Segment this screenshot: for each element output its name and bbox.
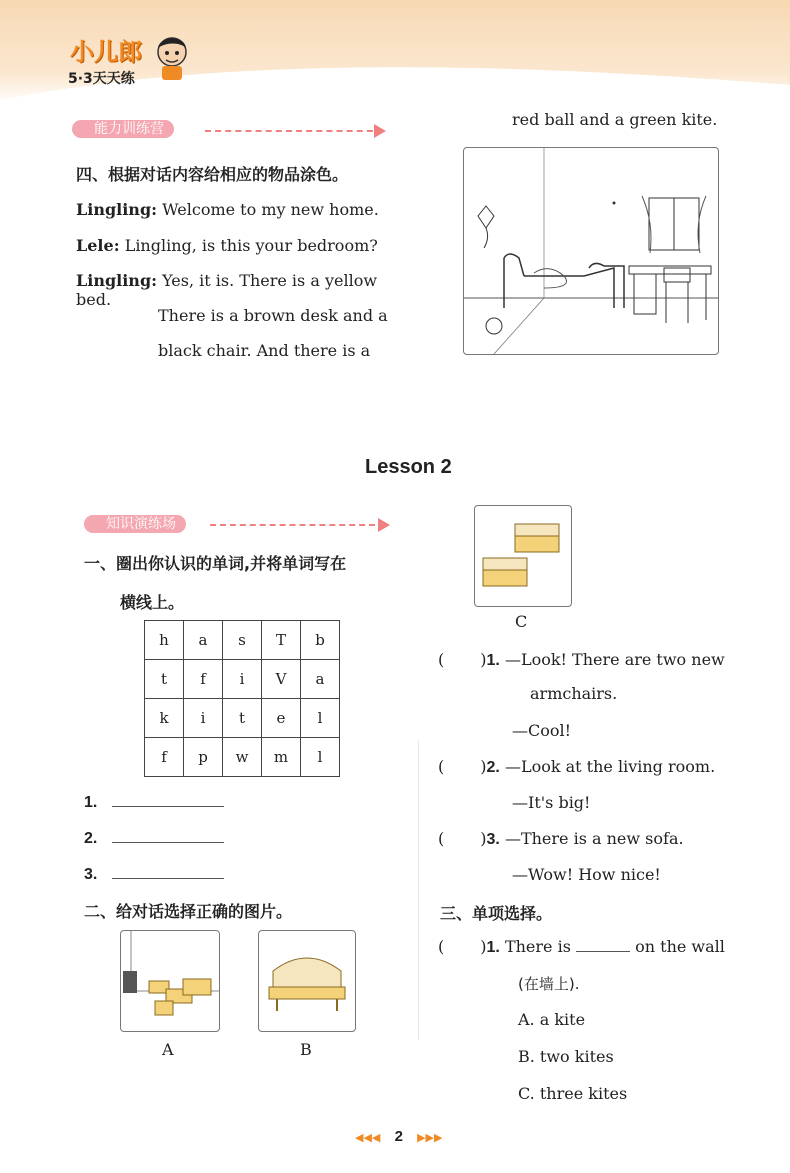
grid-cell[interactable]: w: [223, 738, 262, 777]
brand-subtitle: 5·3天天练: [68, 71, 135, 87]
picture-b: [258, 930, 356, 1032]
grid-cell[interactable]: a: [301, 660, 340, 699]
q3-item-1: [438, 937, 725, 957]
dialog-text: —Look! There are two new: [504, 650, 725, 669]
answer-paren-close: ): [480, 937, 487, 956]
bed-icon: [504, 254, 624, 308]
q1-heading-cont: 横线上。: [120, 593, 185, 612]
item-number: 1.: [486, 652, 500, 669]
grid-cell[interactable]: m: [262, 738, 301, 777]
answer-paren-open[interactable]: (: [438, 757, 445, 776]
word-grid: [144, 620, 340, 777]
answer-blank-row: [84, 828, 224, 848]
answer-blank[interactable]: [112, 878, 224, 879]
picture-label: B: [300, 1040, 312, 1059]
question-stem: There is: [504, 937, 571, 956]
column-divider: [418, 740, 419, 1040]
dialog-text: —Wow! How nice!: [512, 865, 661, 884]
answer-paren-open[interactable]: (: [438, 650, 445, 669]
armchair-icon: [515, 524, 559, 552]
dialog-text: —There is a new sofa.: [504, 829, 684, 848]
q3-heading: 三、单项选择。: [440, 904, 553, 923]
option-a[interactable]: A. a kite: [518, 1010, 586, 1029]
q2-item-3: [438, 829, 684, 849]
picture-label: A: [162, 1040, 174, 1059]
item-number: 2.: [486, 759, 500, 776]
dialog-text: Lingling, is this your bedroom?: [124, 236, 378, 255]
section-tag-label: 知识演练场: [84, 515, 186, 533]
grid-cell[interactable]: k: [145, 699, 184, 738]
answer-paren-open[interactable]: (: [438, 937, 445, 956]
speaker-name: Lingling:: [76, 200, 158, 219]
option-c[interactable]: C. three kites: [518, 1084, 628, 1103]
window-icon: [642, 196, 706, 253]
grid-cell[interactable]: a: [184, 621, 223, 660]
bedroom-picture: [463, 147, 719, 355]
page-footer: [355, 1128, 442, 1145]
q1-heading: 一、圈出你认识的单词,并将单词写在: [84, 554, 347, 573]
ball-icon: [486, 318, 502, 334]
section-tag-label: 能力训练营: [72, 120, 174, 138]
q2-heading: 二、给对话选择正确的图片。: [84, 902, 293, 921]
dialog-text: —Look at the living room.: [504, 757, 716, 776]
question-stem: on the wall: [635, 937, 725, 956]
grid-cell[interactable]: l: [301, 699, 340, 738]
arrow-right-icon: [378, 518, 390, 532]
answer-blank[interactable]: [112, 806, 224, 807]
grid-cell[interactable]: t: [223, 699, 262, 738]
grid-cell[interactable]: i: [223, 660, 262, 699]
dialog-text: armchairs.: [530, 684, 618, 703]
dialog-continuation: There is a brown desk and a: [158, 306, 388, 325]
dialog-text: —Cool!: [512, 721, 572, 740]
dialog-text: Welcome to my new home.: [162, 200, 379, 219]
arrow-right-icon: [374, 124, 386, 138]
grid-cell[interactable]: T: [262, 621, 301, 660]
blank-number: 2.: [84, 830, 98, 847]
grid-cell[interactable]: e: [262, 699, 301, 738]
desk-icon: [629, 266, 711, 320]
grid-cell[interactable]: s: [223, 621, 262, 660]
dialog-continuation: black chair. And there is a: [158, 341, 371, 360]
grid-cell[interactable]: f: [184, 660, 223, 699]
grid-cell[interactable]: h: [145, 621, 184, 660]
dialog-continuation: red ball and a green kite.: [512, 110, 718, 129]
picture-c: [474, 505, 572, 607]
item-number: 3.: [486, 831, 500, 848]
chair-icon: [664, 268, 690, 323]
grid-cell[interactable]: l: [301, 738, 340, 777]
answer-paren-open[interactable]: (: [438, 829, 445, 848]
answer-paren-close: ): [480, 650, 487, 669]
section-tag-ability: [72, 118, 174, 139]
kite-icon: [478, 206, 494, 248]
lesson-title: Lesson 2: [365, 456, 452, 478]
answer-paren-close: ): [480, 829, 487, 848]
section-divider: [205, 130, 383, 134]
q2-item-1: [438, 650, 725, 670]
grid-cell[interactable]: V: [262, 660, 301, 699]
grid-cell[interactable]: f: [145, 738, 184, 777]
picture-a: [120, 930, 220, 1032]
grid-cell[interactable]: i: [184, 699, 223, 738]
item-number: 1.: [486, 939, 500, 956]
q2-item-2: [438, 757, 715, 777]
option-b[interactable]: B. two kites: [518, 1047, 614, 1066]
speaker-name: Lele:: [76, 236, 120, 255]
question-stem-cn: (在墙上).: [518, 975, 580, 993]
mascot-icon: [150, 32, 194, 82]
picture-label: C: [515, 612, 528, 631]
speaker-name: Lingling:: [76, 271, 158, 290]
answer-paren-close: ): [480, 757, 487, 776]
next-arrows-icon: ▶▶▶: [417, 1132, 443, 1144]
dialog-text: —It's big!: [512, 793, 591, 812]
section-divider: [210, 524, 385, 528]
answer-blank[interactable]: [112, 842, 224, 843]
prev-arrows-icon: ◀◀◀: [355, 1132, 381, 1144]
grid-cell[interactable]: p: [184, 738, 223, 777]
dialog-line: [76, 236, 406, 255]
dialog-text: Yes, it is. There is a yellow bed.: [76, 271, 378, 309]
blank-number: 1.: [84, 794, 98, 811]
blank-number: 3.: [84, 866, 98, 883]
answer-blank[interactable]: [576, 951, 630, 952]
dialog-line: [76, 200, 406, 219]
brand-logo: 小儿郎: [70, 38, 142, 66]
section-tag-knowledge: [84, 513, 186, 534]
answer-blank-row: [84, 864, 224, 884]
q4-heading: 四、根据对话内容给相应的物品涂色。: [76, 165, 349, 184]
answer-blank-row: [84, 792, 224, 812]
dialog-line: [76, 271, 406, 309]
armchair-icon: [483, 558, 527, 586]
grid-cell[interactable]: t: [145, 660, 184, 699]
grid-cell[interactable]: b: [301, 621, 340, 660]
page-number: 2: [394, 1128, 403, 1145]
